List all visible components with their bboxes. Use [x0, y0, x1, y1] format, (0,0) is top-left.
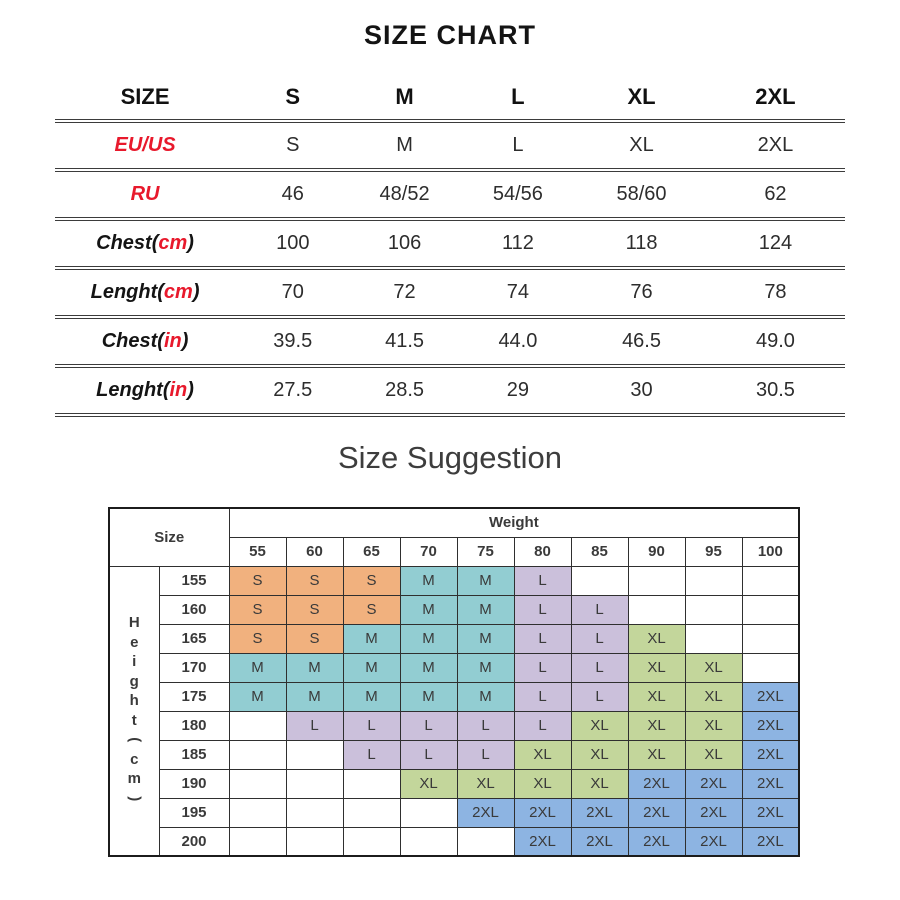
- size-value-cell: 74: [506, 281, 530, 303]
- suggestion-cell: [400, 798, 457, 827]
- suggestion-cell: XL: [628, 624, 685, 653]
- suggestion-cell: L: [514, 653, 571, 682]
- suggestion-row: [109, 827, 799, 856]
- suggestion-cell: 2XL: [628, 769, 685, 798]
- suggestion-cell: [229, 827, 286, 856]
- size-row-label: [55, 134, 235, 157]
- height-value-cell: 185: [159, 740, 229, 769]
- suggestion-cell: XL: [628, 740, 685, 769]
- suggestion-cell: 2XL: [457, 798, 514, 827]
- suggestion-cell: 2XL: [742, 798, 799, 827]
- suggestion-cell: [229, 740, 286, 769]
- suggestion-cell: [229, 769, 286, 798]
- weight-value-cell: 90: [628, 537, 685, 566]
- suggestion-cell: [628, 566, 685, 595]
- size-chart-header-cell: L: [511, 83, 525, 109]
- suggestion-cell: S: [343, 566, 400, 595]
- suggestion-cell: [571, 566, 628, 595]
- size-row-label: [55, 183, 235, 206]
- weight-value-cell: 80: [514, 537, 571, 566]
- weight-value-cell: 100: [742, 537, 799, 566]
- suggestion-cell: [457, 827, 514, 856]
- row-label-text: ): [192, 281, 200, 303]
- size-value-cell: 44.0: [498, 330, 538, 352]
- suggestion-row: [109, 769, 799, 798]
- suggestion-cell: L: [457, 740, 514, 769]
- suggestion-cell: S: [229, 566, 286, 595]
- size-value-cell: 100: [276, 232, 310, 254]
- suggestion-cell: XL: [685, 711, 742, 740]
- suggestion-cell: L: [514, 682, 571, 711]
- size-chart-row: [55, 221, 845, 270]
- size-value-cell: 78: [764, 281, 787, 303]
- size-corner-label: Size: [109, 508, 229, 566]
- suggestion-cell: M: [457, 682, 514, 711]
- suggestion-cell: L: [514, 711, 571, 740]
- height-axis-char: e: [130, 633, 139, 651]
- weight-axis-label: Weight: [229, 508, 799, 537]
- height-value-cell: 200: [159, 827, 229, 856]
- suggestion-cell: XL: [457, 769, 514, 798]
- suggestion-cell: XL: [628, 653, 685, 682]
- suggestion-cell: S: [229, 624, 286, 653]
- size-chart-row: [55, 270, 845, 319]
- suggestion-cell: 2XL: [628, 827, 685, 856]
- size-chart-row: [55, 172, 845, 221]
- suggestion-cell: S: [343, 595, 400, 624]
- suggestion-cell: [685, 595, 742, 624]
- suggestion-cell: XL: [628, 682, 685, 711]
- size-chart-row: [55, 368, 845, 417]
- suggestion-cell: S: [229, 595, 286, 624]
- suggestion-cell: M: [343, 624, 400, 653]
- suggestion-cell: L: [571, 682, 628, 711]
- suggestion-cell: L: [514, 595, 571, 624]
- size-value-cell: 46.5: [622, 330, 661, 352]
- size-value-cell: 62: [764, 183, 787, 205]
- height-value-cell: 160: [159, 595, 229, 624]
- weight-group-row: [109, 508, 799, 537]
- suggestion-cell: M: [229, 653, 286, 682]
- suggestion-cell: L: [400, 711, 457, 740]
- suggestion-cell: S: [286, 566, 343, 595]
- suggestion-cell: S: [286, 624, 343, 653]
- height-axis-char: ): [126, 796, 143, 801]
- height-value-cell: 155: [159, 566, 229, 595]
- size-row-label: [55, 281, 235, 304]
- height-value-cell: 195: [159, 798, 229, 827]
- suggestion-cell: M: [286, 682, 343, 711]
- height-axis-char: H: [128, 614, 140, 632]
- suggestion-cell: XL: [514, 769, 571, 798]
- suggestion-cell: L: [514, 624, 571, 653]
- suggestion-cell: XL: [685, 740, 742, 769]
- suggestion-cell: L: [400, 740, 457, 769]
- size-value-cell: L: [512, 134, 524, 156]
- suggestion-cell: 2XL: [571, 798, 628, 827]
- row-label-text: Lenght(: [96, 379, 170, 401]
- suggestion-cell: L: [571, 624, 628, 653]
- suggestion-cell: [742, 624, 799, 653]
- suggestion-cell: [628, 595, 685, 624]
- height-value-cell: 180: [159, 711, 229, 740]
- suggestion-cell: [742, 595, 799, 624]
- size-suggestion-table: [108, 507, 800, 857]
- suggestion-cell: L: [571, 653, 628, 682]
- suggestion-cell: S: [286, 595, 343, 624]
- suggestion-cell: [343, 827, 400, 856]
- suggestion-cell: M: [457, 566, 514, 595]
- suggestion-row: [109, 682, 799, 711]
- height-axis-char: (: [126, 737, 143, 743]
- suggestion-cell: L: [343, 740, 400, 769]
- row-label-accent: RU: [130, 183, 160, 205]
- suggestion-cell: [343, 798, 400, 827]
- suggestion-cell: XL: [571, 769, 628, 798]
- suggestion-cell: [400, 827, 457, 856]
- row-label-text: ): [187, 379, 194, 401]
- size-value-cell: 30.5: [755, 379, 795, 401]
- height-axis-char: i: [132, 653, 137, 671]
- suggestion-cell: M: [400, 566, 457, 595]
- size-chart-header-cell: 2XL: [755, 83, 796, 109]
- row-label-text: Chest(: [96, 232, 159, 254]
- size-value-cell: 2XL: [757, 134, 794, 156]
- suggestion-cell: 2XL: [685, 827, 742, 856]
- suggestion-row: [109, 653, 799, 682]
- suggestion-cell: M: [400, 653, 457, 682]
- suggestion-cell: [742, 653, 799, 682]
- suggestion-cell: M: [229, 682, 286, 711]
- size-value-cell: 118: [625, 232, 658, 254]
- row-label-text: Chest(: [101, 330, 164, 352]
- suggestion-cell: XL: [514, 740, 571, 769]
- height-axis-char: t: [131, 711, 137, 729]
- size-chart-header-cell: M: [395, 83, 414, 109]
- height-axis-label: [109, 566, 159, 856]
- weight-value-cell: 95: [685, 537, 742, 566]
- suggestion-cell: M: [400, 595, 457, 624]
- suggestion-row: [109, 798, 799, 827]
- size-value-cell: 72: [393, 281, 416, 303]
- suggestion-cell: M: [457, 653, 514, 682]
- suggestion-cell: 2XL: [742, 740, 799, 769]
- size-value-cell: 28.5: [385, 379, 425, 401]
- suggestion-cell: L: [571, 595, 628, 624]
- suggestion-cell: [229, 711, 286, 740]
- suggestion-cell: XL: [571, 740, 628, 769]
- suggestion-cell: XL: [400, 769, 457, 798]
- suggestion-cell: M: [286, 653, 343, 682]
- row-label-accent: EU/US: [114, 134, 176, 156]
- suggestion-cell: [286, 798, 343, 827]
- size-value-cell: 76: [630, 281, 653, 303]
- suggestion-cell: 2XL: [571, 827, 628, 856]
- size-chart-title: SIZE CHART: [364, 20, 536, 50]
- size-value-cell: 49.0: [755, 330, 795, 352]
- row-label-text: ): [181, 330, 189, 352]
- row-label-text: ): [187, 232, 194, 254]
- size-value-cell: S: [286, 134, 300, 156]
- size-chart-header-cell: XL: [627, 83, 656, 109]
- height-value-cell: 165: [159, 624, 229, 653]
- suggestion-cell: 2XL: [742, 769, 799, 798]
- size-value-cell: 124: [758, 232, 793, 254]
- size-row-label: [55, 379, 235, 402]
- weight-value-cell: 75: [457, 537, 514, 566]
- weight-value-cell: 85: [571, 537, 628, 566]
- size-value-cell: 58/60: [616, 183, 667, 205]
- suggestion-row: [109, 711, 799, 740]
- size-value-cell: 46: [281, 183, 304, 205]
- size-value-cell: 70: [281, 281, 304, 303]
- suggestion-cell: XL: [685, 682, 742, 711]
- suggestion-cell: 2XL: [742, 827, 799, 856]
- suggestion-cell: 2XL: [514, 798, 571, 827]
- suggestion-cell: 2XL: [685, 769, 742, 798]
- suggestion-cell: 2XL: [514, 827, 571, 856]
- size-suggestion-title: Size Suggestion: [337, 440, 563, 475]
- size-value-cell: 106: [387, 232, 422, 254]
- suggestion-cell: [286, 827, 343, 856]
- suggestion-cell: 2XL: [742, 711, 799, 740]
- row-label-accent: in: [163, 330, 182, 352]
- suggestion-cell: M: [457, 624, 514, 653]
- suggestion-cell: L: [514, 566, 571, 595]
- row-label-text: Lenght(: [90, 281, 164, 303]
- height-value-cell: 175: [159, 682, 229, 711]
- suggestion-cell: 2XL: [628, 798, 685, 827]
- size-value-cell: 30: [630, 379, 653, 401]
- suggestion-cell: [229, 798, 286, 827]
- size-chart-header-cell: S: [285, 83, 301, 109]
- weight-value-cell: 60: [286, 537, 343, 566]
- size-chart-header-row: [55, 74, 845, 123]
- size-chart-row: [55, 319, 845, 368]
- suggestion-cell: M: [457, 595, 514, 624]
- height-axis-char: c: [130, 750, 139, 768]
- suggestion-cell: L: [343, 711, 400, 740]
- suggestion-cell: XL: [571, 711, 628, 740]
- row-label-accent: cm: [163, 281, 193, 303]
- suggestion-cell: L: [286, 711, 343, 740]
- height-value-cell: 170: [159, 653, 229, 682]
- suggestion-cell: M: [343, 653, 400, 682]
- suggestion-cell: XL: [685, 653, 742, 682]
- row-label-accent: cm: [158, 232, 188, 254]
- suggestion-cell: XL: [628, 711, 685, 740]
- weight-value-cell: 65: [343, 537, 400, 566]
- height-axis-char: m: [127, 770, 141, 788]
- suggestion-cell: M: [400, 624, 457, 653]
- suggestion-cell: 2XL: [685, 798, 742, 827]
- size-value-cell: XL: [629, 134, 654, 156]
- weight-value-cell: 70: [400, 537, 457, 566]
- suggestion-cell: M: [400, 682, 457, 711]
- size-chart-header-cell: SIZE: [120, 83, 170, 109]
- suggestion-cell: [286, 769, 343, 798]
- suggestion-cell: [286, 740, 343, 769]
- suggestion-cell: L: [457, 711, 514, 740]
- suggestion-cell: [742, 566, 799, 595]
- suggestion-row: [109, 566, 799, 595]
- height-axis-char: g: [129, 672, 139, 690]
- suggestion-row: [109, 740, 799, 769]
- size-value-cell: 27.5: [273, 379, 313, 401]
- row-label-accent: in: [169, 379, 188, 401]
- suggestion-cell: [685, 624, 742, 653]
- size-value-cell: 39.5: [273, 330, 313, 352]
- suggestion-cell: [685, 566, 742, 595]
- height-value-cell: 190: [159, 769, 229, 798]
- size-row-label: [55, 232, 235, 255]
- size-value-cell: 112: [501, 232, 534, 254]
- size-row-label: [55, 330, 235, 353]
- size-value-cell: 29: [506, 379, 530, 401]
- size-value-cell: 48/52: [379, 183, 430, 205]
- suggestion-row: [109, 595, 799, 624]
- height-axis-char: h: [129, 692, 139, 710]
- size-value-cell: 41.5: [385, 330, 425, 352]
- suggestion-cell: M: [343, 682, 400, 711]
- size-chart-table: [55, 74, 845, 417]
- size-value-cell: M: [396, 134, 413, 156]
- size-chart-row: [55, 123, 845, 172]
- suggestion-cell: [343, 769, 400, 798]
- suggestion-row: [109, 624, 799, 653]
- weight-value-cell: 55: [229, 537, 286, 566]
- suggestion-cell: 2XL: [742, 682, 799, 711]
- size-value-cell: 54/56: [492, 183, 543, 205]
